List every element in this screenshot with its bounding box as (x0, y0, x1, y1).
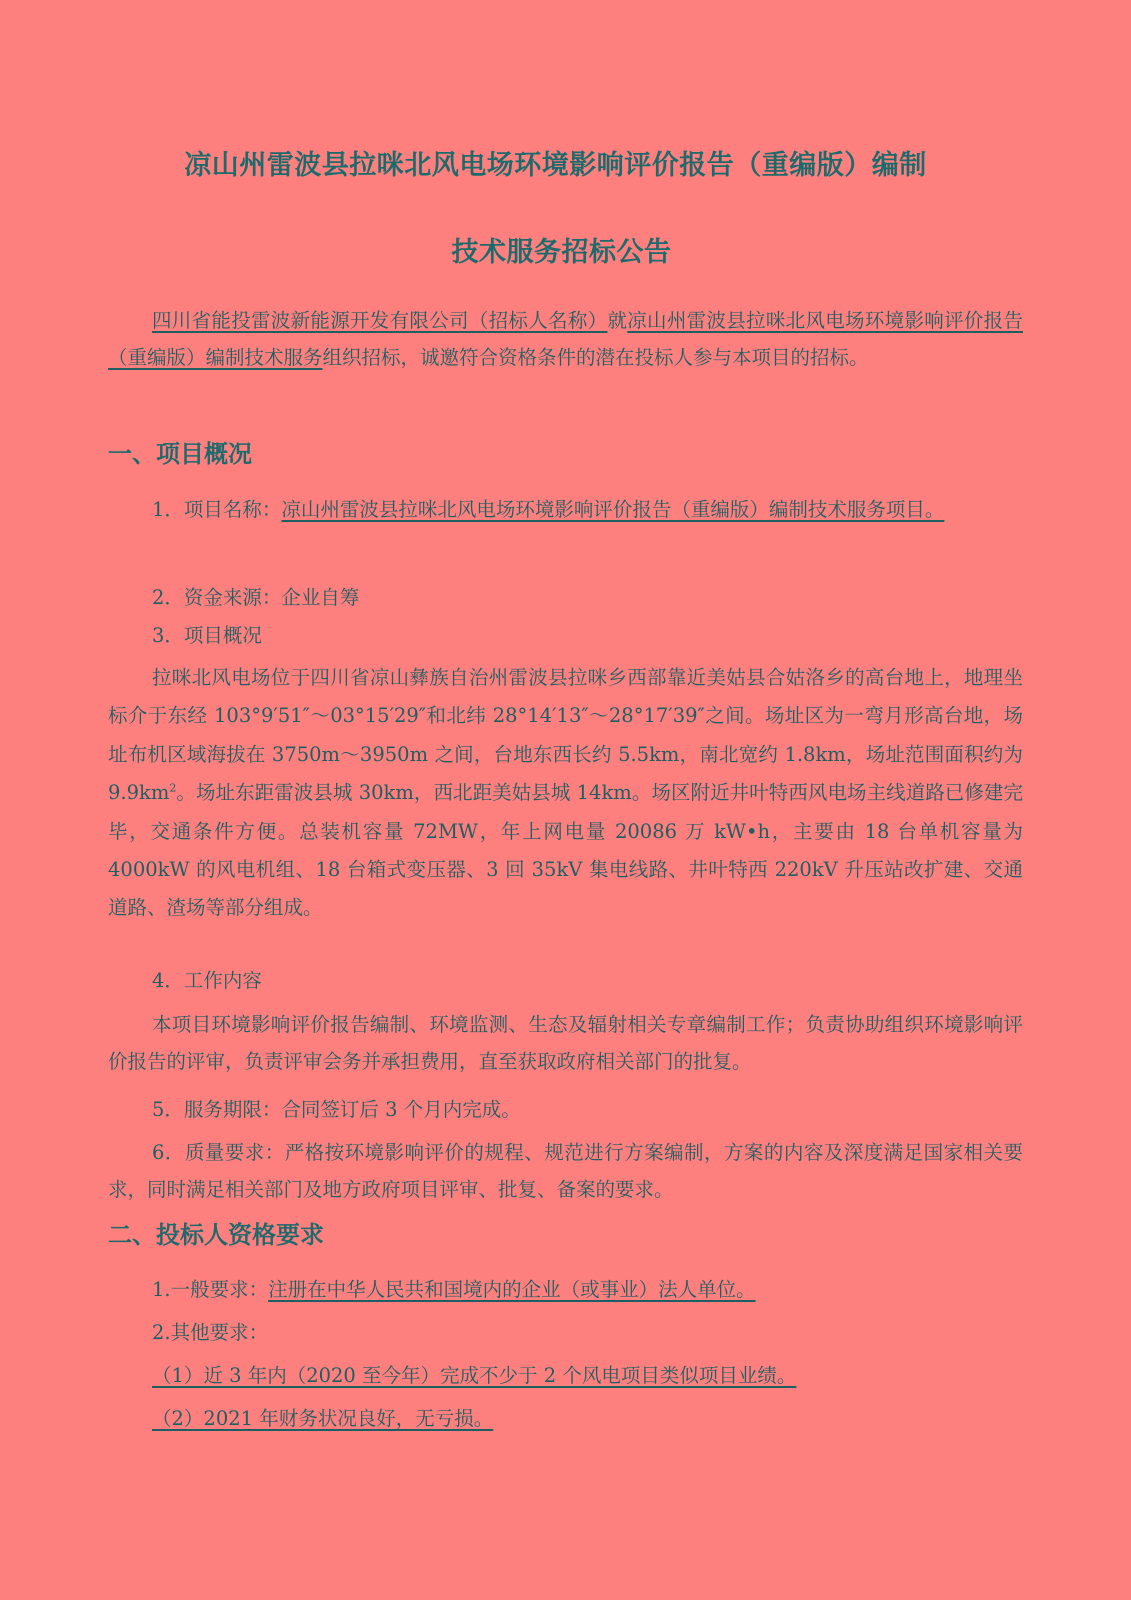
quality-requirement: 6．质量要求：严格按环境影响评价的规程、规范进行方案编制，方案的内容及深度满足国家相关要求，同时满足相关部门及地方政府项目评审、批复、备案的要求。 (108, 1141, 1023, 1201)
overview-sup: 2 (169, 781, 177, 795)
overview-text-a: 拉咪北风电场位于四川省凉山彝族自治州雷波县拉咪乡西部靠近美姑县合姑洛乡的高台地上，地理坐标介于东经 103°9′51″～03°15′29″和北纬 28°14′13″～28°17′39″之间。场址区为一弯月形高台地，场址布机区域海拔在 3750m～3950m 之间，台地东西长约 5.5km，南北宽约 1.8km，场址范围面积约为 9.9km (108, 666, 1023, 805)
overview-label: 3．项目概况 (152, 624, 262, 647)
service-period: 5．服务期限：合同签订后 3 个月内完成。 (152, 1098, 521, 1121)
project-name-value: 凉山州雷波县拉咪北风电场环境影响评价报告（重编版）编制技术服务项目。 (281, 498, 945, 521)
general-requirement (152, 1276, 756, 1304)
requirement-finance: （2）2021 年财务状况良好，无亏损。 (152, 1407, 494, 1430)
tenderer-name: 四川省能投雷波新能源开发有限公司 (152, 309, 469, 332)
work-content-label: 4．工作内容 (152, 969, 262, 992)
document-title-line2: 技术服务招标公告 (451, 237, 672, 268)
intro-project-name: 凉山州雷波县拉咪北风电场环境影响评价报告（重编版）编制技术服务 (108, 309, 1023, 369)
overview-text-b: 。场址东距雷波县城 30km，西北距美姑县城 14km。场区附近井叶特西风电场主线道路已修建完毕，交通条件方便。总装机容量 72MW，年上网电量 20086 万 kW•h，主要由 18 台单机容量为 4000kW 的风电机组、18 台箱式变压器、3 回 35kV 集电线路、井叶特西 220kV 升压站改扩建、交通道路、渣场等部分组成。 (108, 781, 1023, 920)
intro-rest: 组织招标，诚邀符合资格条件的潜在投标人参与本项目的招标。 (322, 346, 869, 369)
project-name-label: 1．项目名称： (152, 498, 282, 521)
requirement-performance: （1）近 3 年内（2020 至今年）完成不少于 2 个风电项目类似项目业绩。 (152, 1364, 797, 1387)
general-requirement-label: 1.一般要求： (152, 1278, 269, 1301)
other-requirements-label: 2.其他要求： (152, 1321, 269, 1344)
fund-source: 2．资金来源：企业自筹 (152, 586, 360, 609)
tenderer-note: （招标人名称） (468, 309, 608, 332)
document-title-line1: 凉山州雷波县拉咪北风电场环境影响评价报告（重编版）编制 (184, 150, 927, 181)
intro-paragraph (108, 302, 1023, 376)
intro-connector: 就 (607, 309, 628, 332)
section1-heading: 一、项目概况 (108, 440, 252, 468)
work-content-paragraph: 本项目环境影响评价报告编制、环境监测、生态及辐射相关专章编制工作；负责协助组织环境影响评价报告的评审，负责评审会务并承担费用，直至获取政府相关部门的批复。 (108, 1013, 1023, 1073)
general-requirement-value: 注册在中华人民共和国境内的企业（或事业）法人单位。 (268, 1278, 756, 1301)
overview-paragraph (108, 659, 1023, 928)
project-name-item (108, 491, 1023, 528)
section2-heading: 二、投标人资格要求 (108, 1221, 324, 1249)
